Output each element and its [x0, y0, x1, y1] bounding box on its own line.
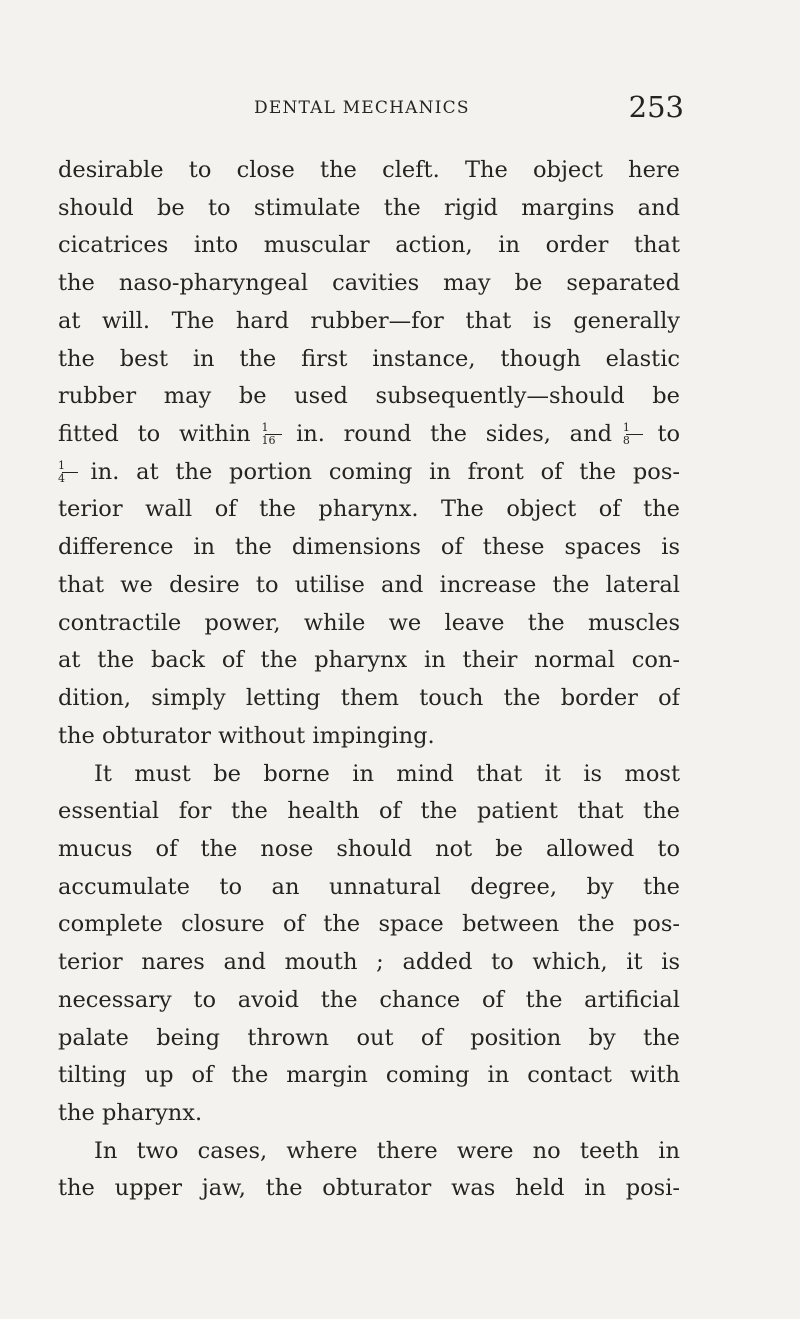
paragraph-first-line: It must be borne in mind that it is most: [94, 760, 680, 787]
fraction-one-eighth: [622, 420, 647, 448]
text-line: complete closure of the space between the pos-: [58, 911, 680, 938]
text-line: at will. The hard rubber—for that is generally: [58, 307, 680, 334]
text-line: dition, simply letting them touch the border of: [58, 685, 680, 712]
text-line-with-fraction: [58, 454, 680, 492]
fraction-denominator: 16: [261, 434, 276, 448]
text-line: contractile power, while we leave the muscles: [58, 609, 680, 636]
text-line: essential for the health of the patient that the: [58, 798, 680, 825]
text-line: that we desire to utilise and increase the lateral: [58, 571, 680, 598]
running-head: [254, 90, 684, 130]
text-line: tilting up of the margin coming in contact with: [58, 1062, 680, 1089]
page-number: 253: [628, 90, 684, 124]
text-line: rubber may be used subsequently—should be: [58, 383, 680, 410]
text-line: difference in the dimensions of these spaces is: [58, 534, 680, 561]
paragraph-end-line: the pharynx.: [58, 1099, 203, 1126]
fraction-numerator: 1: [622, 420, 630, 434]
text-line: mucus of the nose should not be allowed to: [58, 835, 680, 862]
text-run: in. at the portion coming in front of the pos-: [90, 458, 680, 485]
text-line: should be to stimulate the rigid margins and: [58, 194, 680, 221]
text-line-with-fractions: [58, 416, 680, 454]
fraction-one-quarter: [58, 458, 82, 486]
text-line: palate being thrown out of position by the: [58, 1024, 680, 1051]
body-text: [58, 152, 680, 1208]
text-line: accumulate to an unnatural degree, by the: [58, 873, 680, 900]
text-line: necessary to avoid the chance of the artificial: [58, 986, 680, 1013]
text-run: fitted to within: [58, 421, 251, 448]
text-run: to: [657, 421, 680, 448]
paragraph-first-line: In two cases, where there were no teeth in: [94, 1137, 680, 1164]
fraction-one-sixteenth: [261, 420, 286, 448]
text-run: in. round the sides, and: [296, 421, 612, 448]
paragraph-end-line: the obturator without impinging.: [58, 722, 435, 749]
running-title: DENTAL MECHANICS: [254, 98, 470, 118]
text-line: terior nares and mouth ; added to which, it is: [58, 949, 680, 976]
text-line: the naso-pharyngeal cavities may be separated: [58, 270, 680, 297]
text-line: desirable to close the cleft. The object here: [58, 157, 680, 183]
text-line: the upper jaw, the obturator was held in posi-: [58, 1175, 680, 1202]
fraction-numerator: 1: [261, 420, 269, 434]
fraction-denominator: 8: [622, 434, 630, 448]
fraction-numerator: 1: [58, 458, 65, 472]
text-line: at the back of the pharynx in their normal con-: [58, 647, 680, 674]
fraction-denominator: 4: [58, 472, 65, 486]
text-line: terior wall of the pharynx. The object of the: [58, 496, 680, 523]
text-line: the best in the first instance, though elastic: [58, 345, 680, 372]
text-line: cicatrices into muscular action, in order that: [58, 232, 680, 259]
